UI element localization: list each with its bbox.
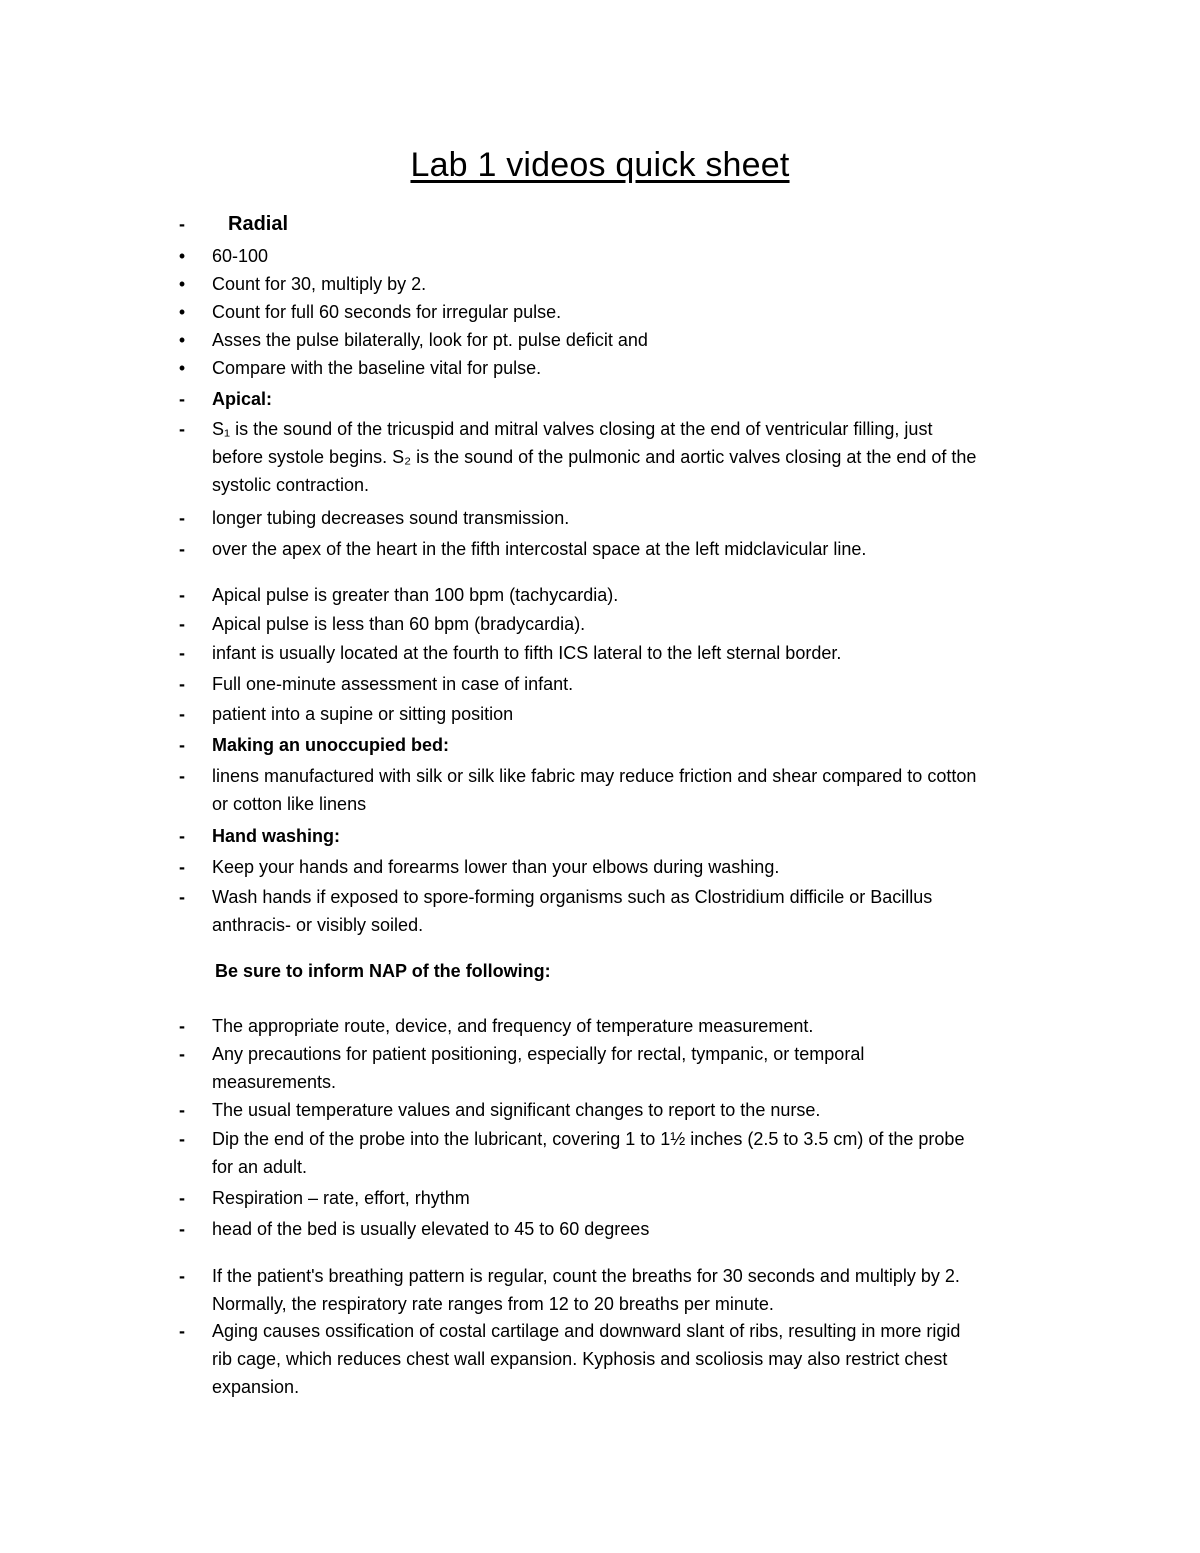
dash-marker: -	[179, 1219, 185, 1239]
dash-marker: -	[179, 214, 185, 234]
item-text-line: or cotton like linens	[212, 794, 367, 814]
section-heading-hand-washing: Hand washing:	[212, 826, 341, 846]
item-text-line: If the patient's breathing pattern is regular, count the breaths for 30 seconds and multiply by 2.	[212, 1266, 960, 1286]
section-heading-bed: Making an unoccupied bed:	[212, 735, 450, 755]
dash-marker: -	[179, 1016, 185, 1036]
item-text: Full one-minute assessment in case of infant.	[212, 674, 574, 694]
item-text: Asses the pulse bilaterally, look for pt. pulse deficit and	[212, 330, 648, 350]
dash-marker: -	[179, 539, 185, 559]
item-text: longer tubing decreases sound transmission.	[212, 508, 570, 528]
dash-marker: -	[179, 1188, 185, 1208]
page-title: Lab 1 videos quick sheet	[410, 146, 790, 184]
item-text-line: systolic contraction.	[212, 475, 370, 495]
section-heading-apical: Apical:	[212, 389, 273, 409]
dash-marker: -	[179, 643, 185, 663]
item-text: Count for full 60 seconds for irregular pulse.	[212, 302, 562, 322]
item-text: head of the bed is usually elevated to 45 to 60 degrees	[212, 1219, 650, 1239]
dash-marker: -	[179, 614, 185, 634]
item-text-line: anthracis- or visibly soiled.	[212, 915, 424, 935]
item-text-line: expansion.	[212, 1377, 300, 1397]
item-text: over the apex of the heart in the fifth intercostal space at the left midclavicular line.	[212, 539, 867, 559]
item-text: Apical pulse is less than 60 bpm (bradycardia).	[212, 614, 586, 634]
item-text-line: rib cage, which reduces chest wall expansion. Kyphosis and scoliosis may also restrict chest	[212, 1349, 948, 1369]
dash-marker: -	[179, 1100, 185, 1120]
item-text-line: for an adult.	[212, 1157, 308, 1177]
item-text: Count for 30, multiply by 2.	[212, 274, 427, 294]
item-text-line: Dip the end of the probe into the lubricant, covering 1 to 1½ inches (2.5 to 3.5 cm) of the probe	[212, 1129, 965, 1149]
section-heading-nap: Be sure to inform NAP of the following:	[215, 961, 551, 981]
item-text: 60-100	[212, 246, 269, 266]
dash-marker: -	[179, 389, 185, 409]
item-text-line: linens manufactured with silk or silk like fabric may reduce friction and shear compared to cotton	[212, 766, 977, 786]
dash-marker: -	[179, 826, 185, 846]
bullet-marker: •	[178, 330, 186, 350]
item-text-line: Wash hands if exposed to spore-forming organisms such as Clostridium difficile or Bacillus	[212, 887, 933, 907]
dash-marker: -	[179, 735, 185, 755]
item-text: The appropriate route, device, and frequency of temperature measurement.	[212, 1016, 814, 1036]
item-text: infant is usually located at the fourth to fifth ICS lateral to the left sternal border.	[212, 643, 842, 663]
item-text-line: Any precautions for patient positioning, especially for rectal, tympanic, or temporal	[212, 1044, 865, 1064]
item-text: Respiration – rate, effort, rhythm	[212, 1188, 470, 1208]
item-text-line: Normally, the respiratory rate ranges from 12 to 20 breaths per minute.	[212, 1294, 774, 1314]
dash-marker: -	[179, 887, 185, 907]
dash-marker: -	[179, 585, 185, 605]
item-text: patient into a supine or sitting position	[212, 704, 514, 724]
dash-marker: -	[179, 674, 185, 694]
item-text-line: measurements.	[212, 1072, 337, 1092]
dash-marker: -	[179, 1321, 185, 1341]
bullet-marker: •	[178, 274, 186, 294]
item-text: The usual temperature values and significant changes to report to the nurse.	[212, 1100, 821, 1120]
dash-marker: -	[179, 766, 185, 786]
dash-marker: -	[179, 1129, 185, 1149]
item-text: Keep your hands and forearms lower than your elbows during washing.	[212, 857, 780, 877]
bullet-marker: •	[178, 358, 186, 378]
bullet-marker: •	[178, 302, 186, 322]
dash-marker: -	[179, 419, 185, 439]
item-text: Compare with the baseline vital for pulse.	[212, 358, 542, 378]
dash-marker: -	[179, 1266, 185, 1286]
item-text-line: Aging causes ossification of costal cartilage and downward slant of ribs, resulting in more rigid	[212, 1321, 961, 1341]
bullet-marker: •	[178, 246, 186, 266]
item-text-line: S₁ is the sound of the tricuspid and mitral valves closing at the end of ventricular filling, just	[212, 419, 933, 439]
dash-marker: -	[179, 1044, 185, 1064]
dash-marker: -	[179, 857, 185, 877]
section-heading-radial: Radial	[228, 213, 289, 235]
dash-marker: -	[179, 704, 185, 724]
item-text: Apical pulse is greater than 100 bpm (tachycardia).	[212, 585, 619, 605]
dash-marker: -	[179, 508, 185, 528]
item-text-line: before systole begins. S₂ is the sound of the pulmonic and aortic valves closing at the end of the	[212, 447, 977, 467]
